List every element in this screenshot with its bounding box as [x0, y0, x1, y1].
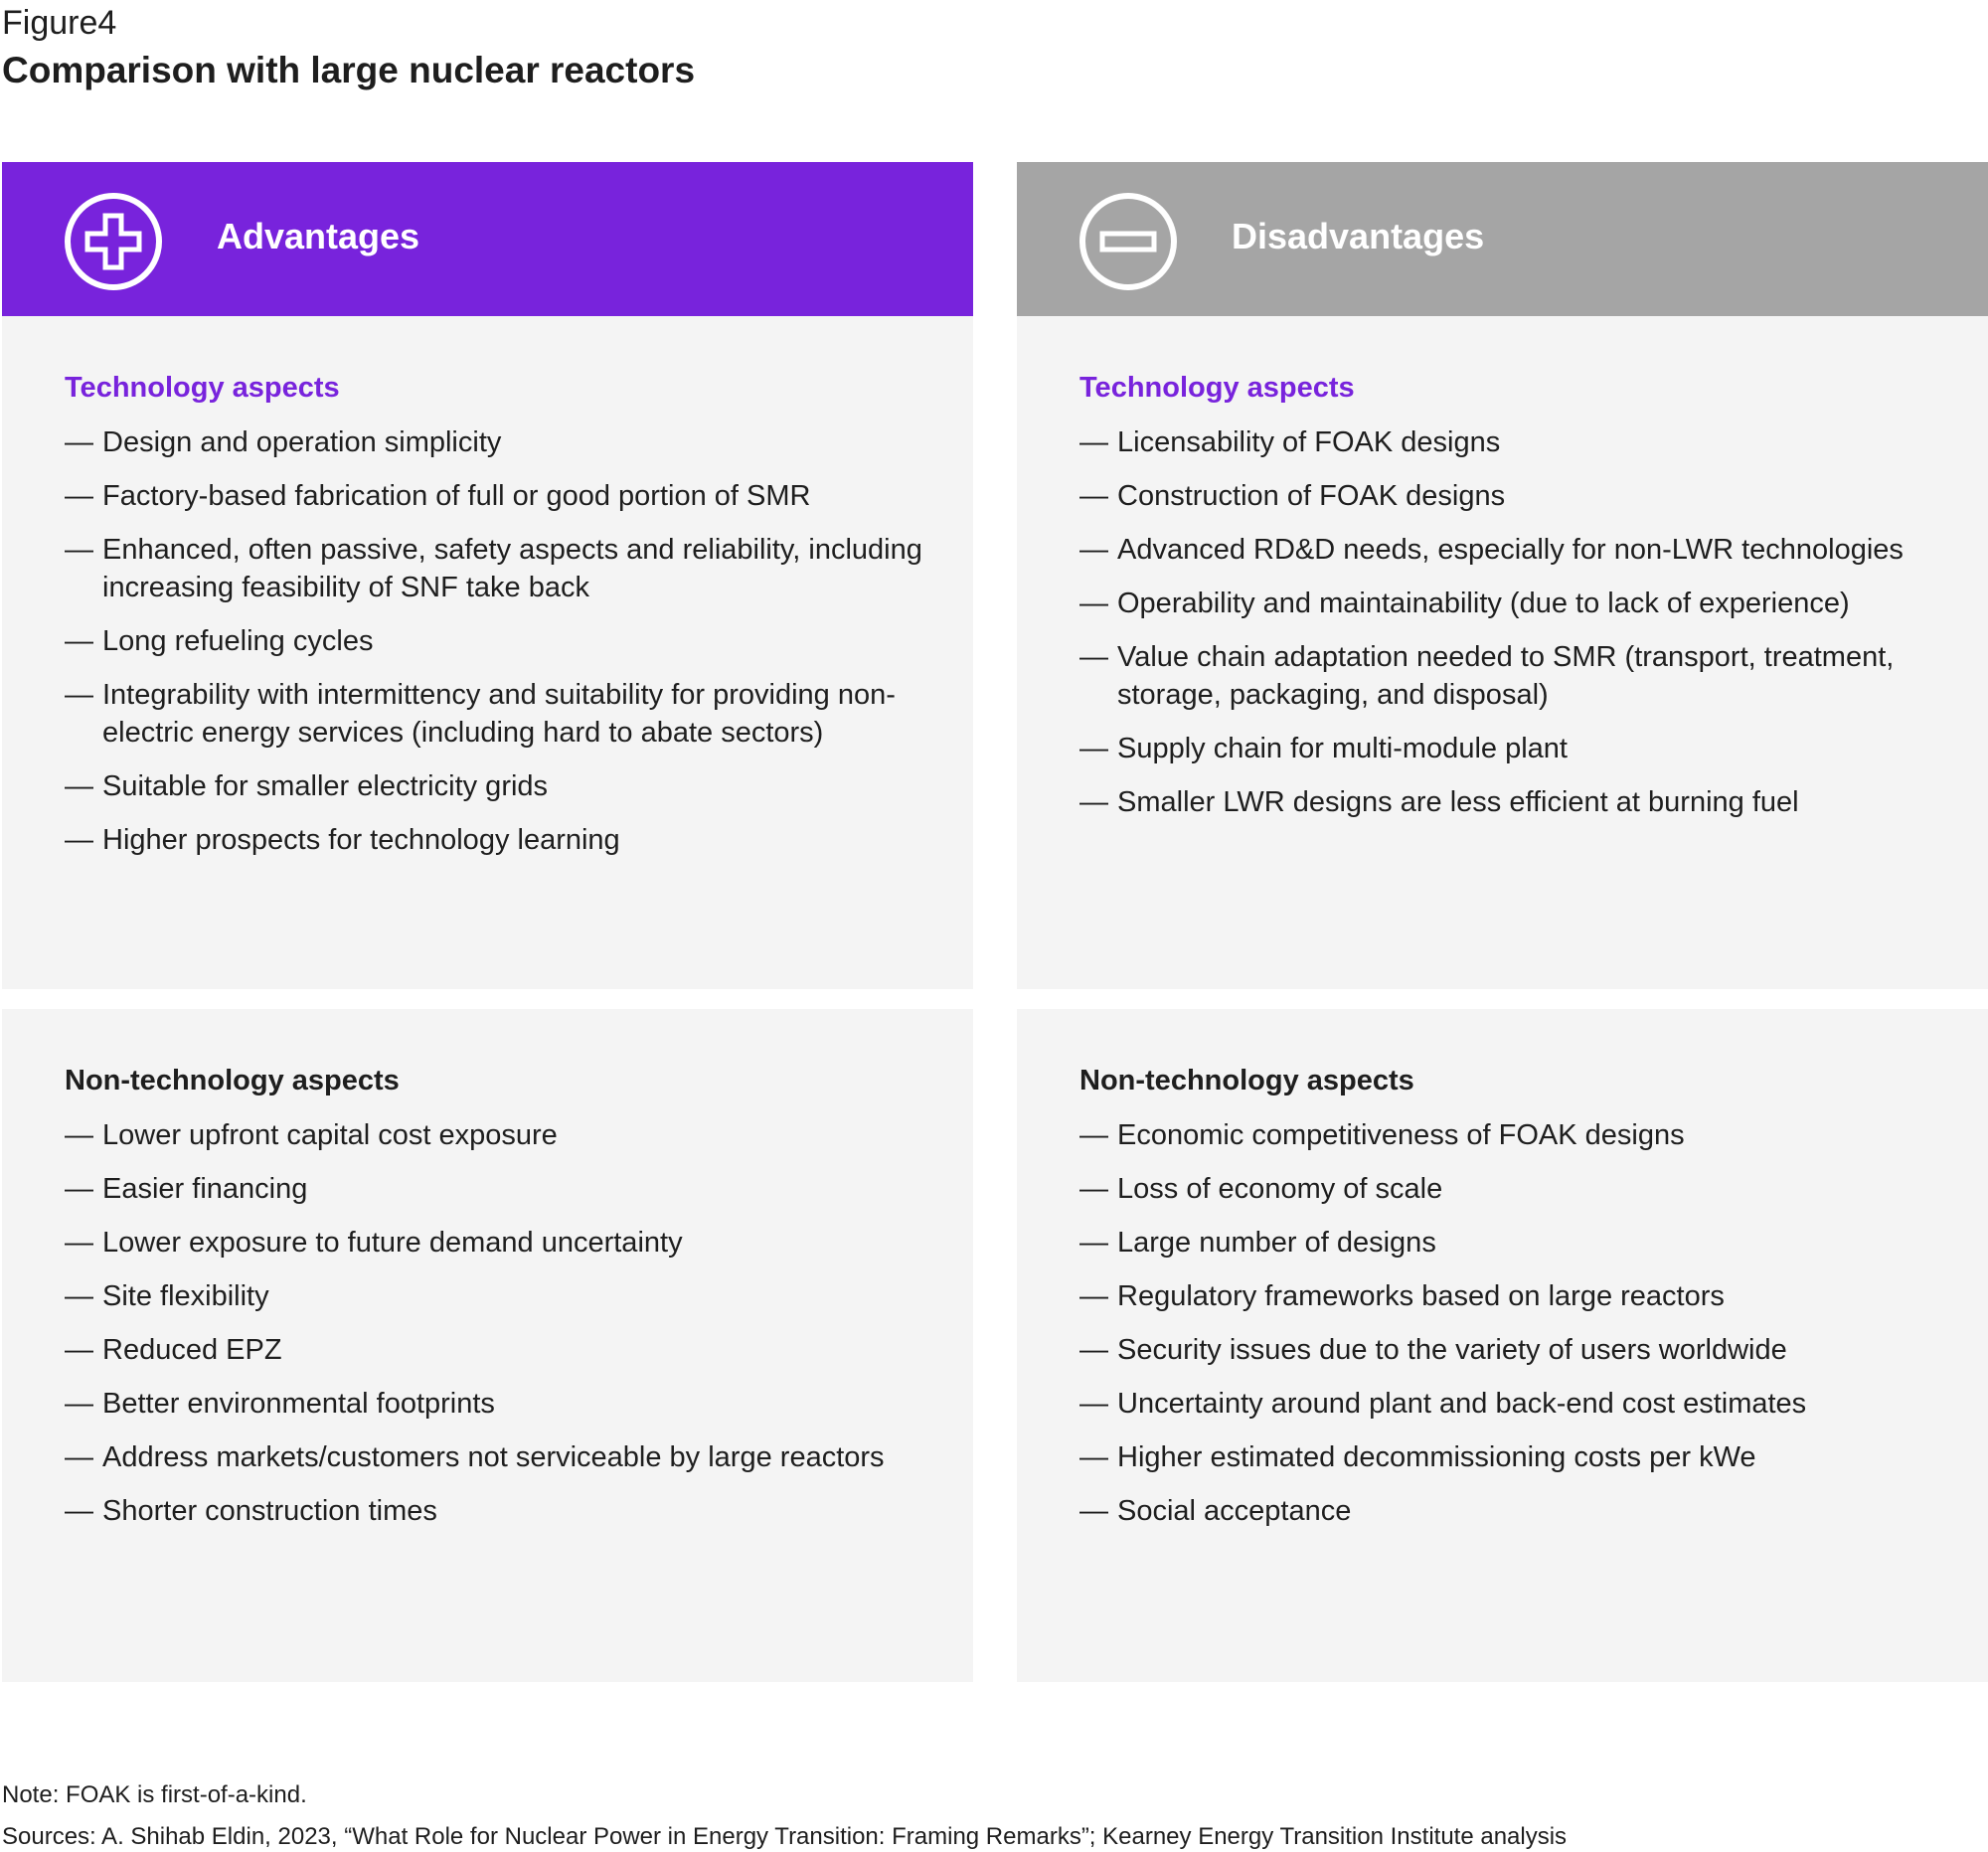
list-item: — Lower exposure to future demand uncertainty	[65, 1224, 939, 1262]
disadvantages-header	[1017, 162, 1988, 316]
list-item: — Construction of FOAK designs	[1079, 477, 1954, 515]
list-item: — Supply chain for multi-module plant	[1079, 730, 1954, 767]
list-item: — Integrability with intermittency and suitability for providing non-electric energy services (including hard to abate sectors)	[65, 676, 939, 752]
list-item: — Address markets/customers not serviceable by large reactors	[65, 1438, 939, 1476]
list-item: — Lower upfront capital cost exposure	[65, 1116, 939, 1154]
section-title: Non-technology aspects	[65, 1065, 400, 1096]
section-title: Technology aspects	[65, 372, 340, 404]
list-item: — Advanced RD&D needs, especially for non-LWR technologies	[1079, 531, 1954, 569]
footnote: Note: FOAK is first-of-a-kind.	[2, 1781, 307, 1808]
figure-title: Comparison with large nuclear reactors	[2, 50, 696, 90]
list-item: — Suitable for smaller electricity grids	[65, 767, 939, 805]
figure-label: Figure4	[2, 4, 117, 42]
list-item: — Enhanced, often passive, safety aspects and reliability, including increasing feasibility of SNF take back	[65, 531, 939, 606]
list-item: — Regulatory frameworks based on large reactors	[1079, 1277, 1954, 1315]
list-item: — Easier financing	[65, 1170, 939, 1208]
advantages-title: Advantages	[217, 216, 420, 256]
disadvantages-title: Disadvantages	[1232, 216, 1485, 256]
item-list	[1079, 423, 1954, 837]
list-item: — Factory-based fabrication of full or good portion of SMR	[65, 477, 939, 515]
list-item: — Value chain adaptation needed to SMR (transport, treatment, storage, packaging, and disposal)	[1079, 638, 1954, 714]
section-title: Technology aspects	[1079, 372, 1355, 404]
item-list	[1079, 1116, 1954, 1546]
item-list	[65, 1116, 939, 1546]
list-item: — Security issues due to the variety of users worldwide	[1079, 1331, 1954, 1369]
advantages-non-technology-panel	[2, 1009, 973, 1682]
disadvantages-non-technology-panel	[1017, 1009, 1988, 1682]
list-item: — Shorter construction times	[65, 1492, 939, 1530]
list-item: — Large number of designs	[1079, 1224, 1954, 1262]
list-item: — Licensability of FOAK designs	[1079, 423, 1954, 461]
sources-line: Sources: A. Shihab Eldin, 2023, “What Role for Nuclear Power in Energy Transition: Framing Remarks”; Kearney Energy Transition Institute analysis	[2, 1823, 1568, 1850]
minus-circle-icon	[1078, 192, 1178, 291]
list-item: — Better environmental footprints	[65, 1385, 939, 1423]
list-item: — Operability and maintainability (due to lack of experience)	[1079, 585, 1954, 622]
list-item: — Uncertainty around plant and back-end cost estimates	[1079, 1385, 1954, 1423]
disadvantages-technology-panel	[1017, 316, 1988, 989]
list-item: — Social acceptance	[1079, 1492, 1954, 1530]
list-item: — Site flexibility	[65, 1277, 939, 1315]
advantages-header	[2, 162, 973, 316]
list-item: — Loss of economy of scale	[1079, 1170, 1954, 1208]
list-item: — Design and operation simplicity	[65, 423, 939, 461]
list-item: — Economic competitiveness of FOAK designs	[1079, 1116, 1954, 1154]
list-item: — Reduced EPZ	[65, 1331, 939, 1369]
list-item: — Higher estimated decommissioning costs per kWe	[1079, 1438, 1954, 1476]
item-list	[65, 423, 939, 875]
section-title: Non-technology aspects	[1079, 1065, 1414, 1096]
advantages-technology-panel	[2, 316, 973, 989]
list-item: — Higher prospects for technology learning	[65, 821, 939, 859]
list-item: — Smaller LWR designs are less efficient at burning fuel	[1079, 783, 1954, 821]
plus-circle-icon	[64, 192, 163, 291]
list-item: — Long refueling cycles	[65, 622, 939, 660]
